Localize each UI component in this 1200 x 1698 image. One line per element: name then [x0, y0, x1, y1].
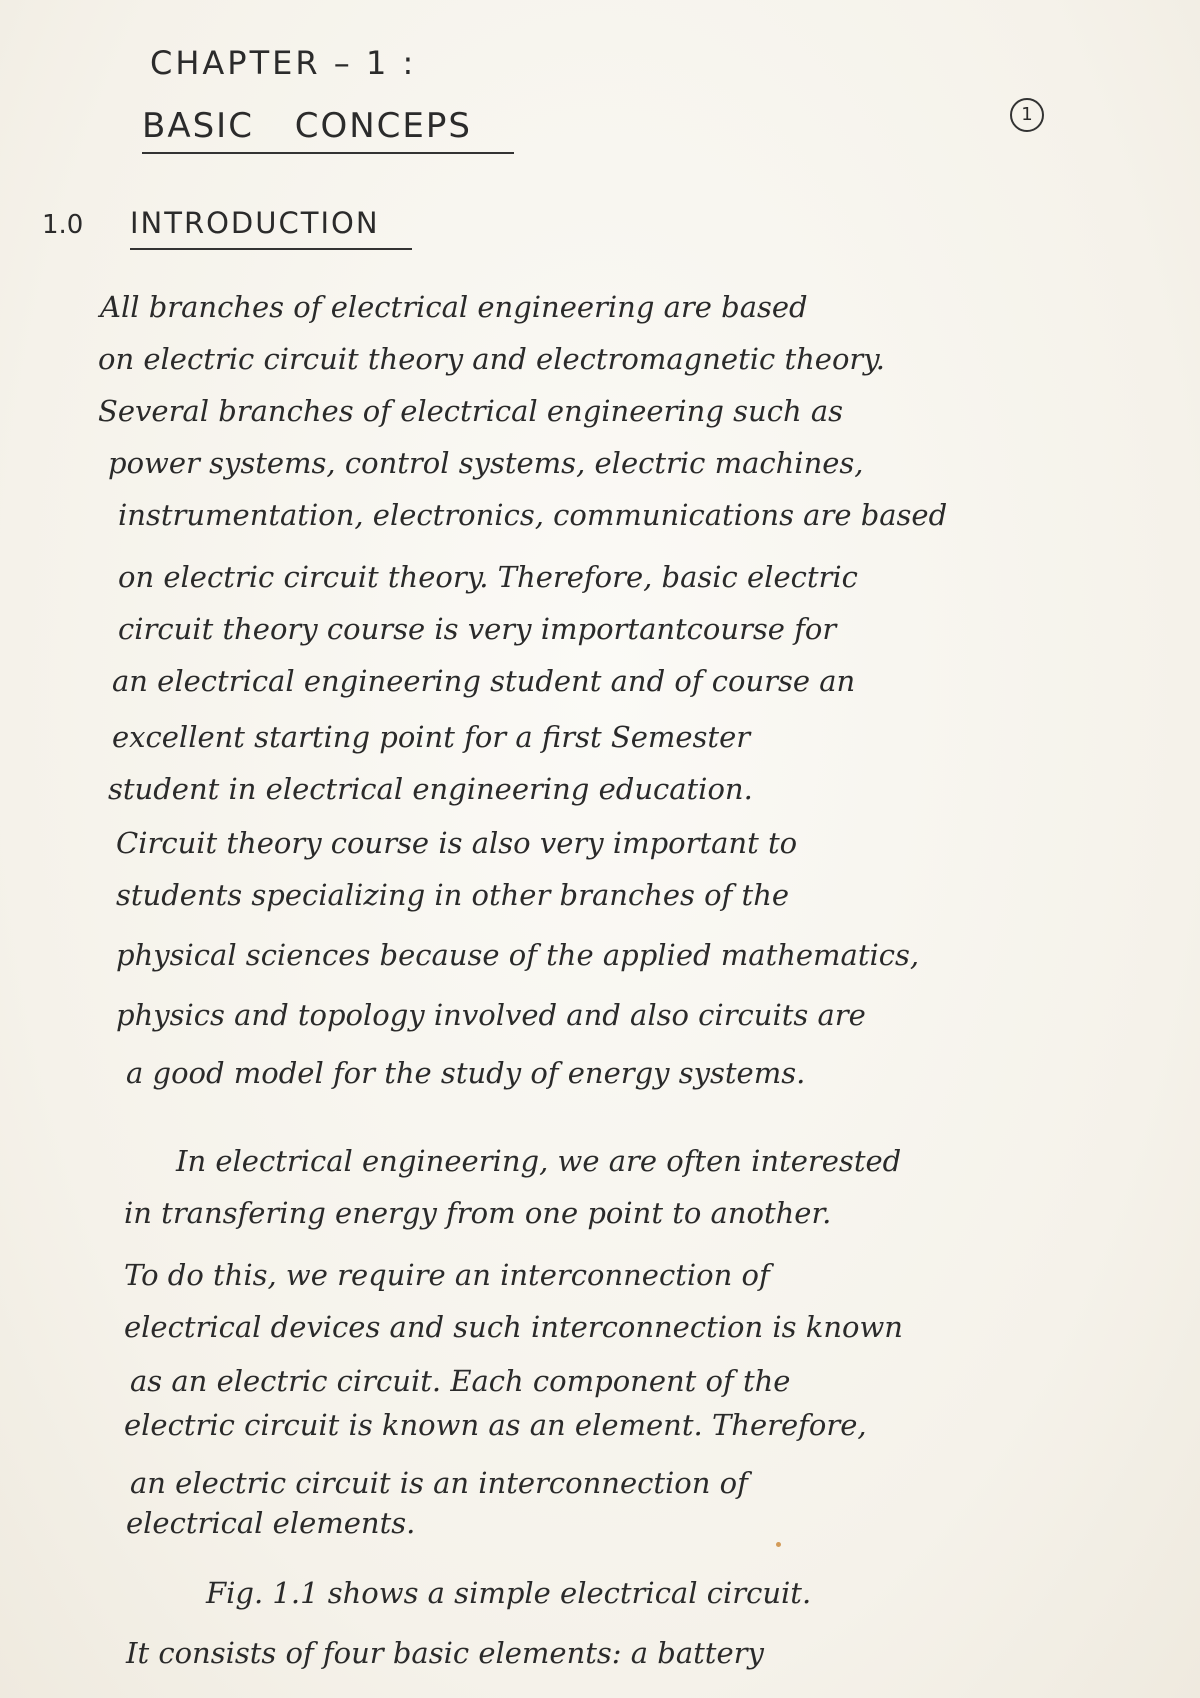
ink-speck	[776, 1542, 781, 1547]
text-line: Circuit theory course is also very important to	[116, 826, 798, 860]
section-title: INTRODUCTION	[130, 206, 412, 250]
chapter-title: BASIC CONCEPS	[142, 106, 514, 154]
text-line: excellent starting point for a first Semester	[112, 720, 751, 754]
text-line: electrical devices and such interconnection is known	[124, 1310, 903, 1344]
section-number: 1.0	[42, 210, 84, 240]
text-line: Fig. 1.1 shows a simple electrical circuit.	[206, 1576, 812, 1610]
text-line: student in electrical engineering education.	[108, 772, 753, 806]
text-line: as an electric circuit. Each component of the	[130, 1364, 791, 1398]
text-line: power systems, control systems, electric machines,	[108, 446, 864, 480]
page-number-badge: 1	[1010, 98, 1044, 132]
text-line: a good model for the study of energy systems.	[126, 1056, 806, 1090]
text-line: In electrical engineering, we are often interested	[176, 1144, 902, 1178]
text-line: on electric circuit theory. Therefore, basic electric	[118, 560, 858, 594]
text-line: physics and topology involved and also circuits are	[116, 998, 866, 1032]
text-line: Several branches of electrical engineering such as	[98, 394, 844, 428]
text-line: All branches of electrical engineering are based	[100, 290, 808, 324]
text-line: in transfering energy from one point to another.	[124, 1196, 832, 1230]
text-line: students specializing in other branches of the	[116, 878, 790, 912]
text-line: instrumentation, electronics, communications are based	[118, 498, 948, 532]
text-line: It consists of four basic elements: a battery	[126, 1636, 764, 1670]
text-line: on electric circuit theory and electromagnetic theory.	[98, 342, 886, 376]
text-line: physical sciences because of the applied mathematics,	[116, 938, 920, 972]
text-line: electric circuit is known as an element. Therefore,	[124, 1408, 867, 1442]
text-line: circuit theory course is very importantcourse for	[118, 612, 837, 646]
chapter-label: CHAPTER – 1 :	[150, 44, 417, 82]
text-line: an electric circuit is an interconnection of	[130, 1466, 748, 1500]
text-line: an electrical engineering student and of course an	[112, 664, 856, 698]
text-line: electrical elements.	[126, 1506, 416, 1540]
text-line: To do this, we require an interconnection of	[124, 1258, 770, 1292]
